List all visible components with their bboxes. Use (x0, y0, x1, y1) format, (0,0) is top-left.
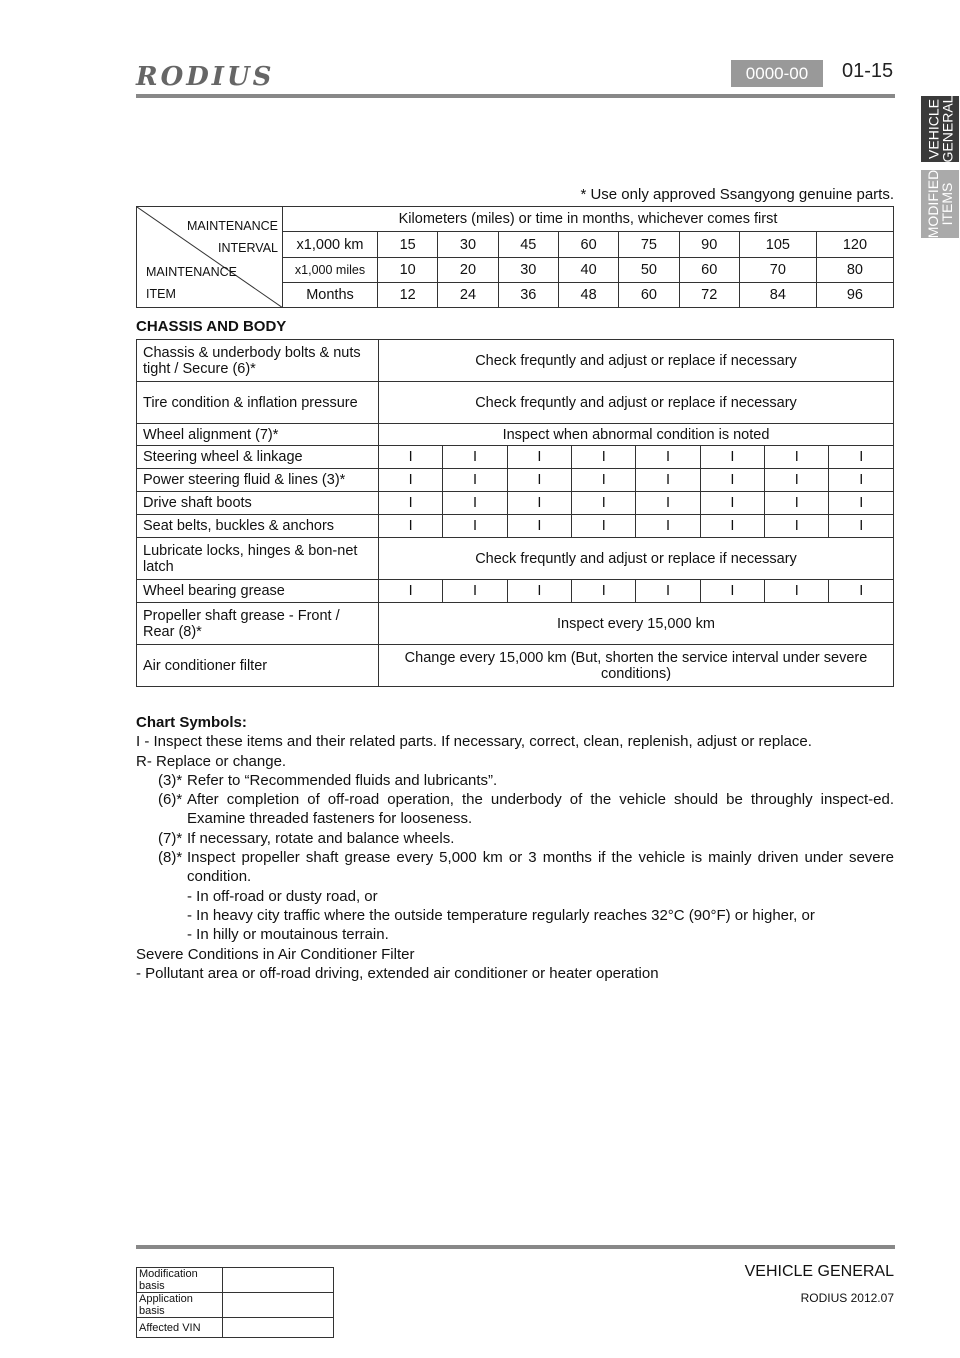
symbol-cell: I (700, 446, 764, 469)
table-row (137, 446, 894, 469)
symbol-cell: I (765, 492, 829, 515)
footer-section-title: VEHICLE GENERAL (744, 1263, 894, 1280)
symbol-cell: I (829, 515, 894, 538)
symbol-cell: I (829, 492, 894, 515)
symbol-cell: I (700, 469, 764, 492)
note-key: (7)* (158, 829, 183, 847)
symbol-cell: I (379, 515, 443, 538)
footer-edition: RODIUS 2012.07 (800, 1291, 894, 1305)
symbol-cell: I (379, 580, 443, 603)
mod-label: Affected VIN (137, 1318, 223, 1338)
interval-value: 70 (739, 258, 816, 283)
interval-value: 36 (498, 283, 558, 308)
item-instruction: Check frequntly and adjust or replace if necessary (379, 538, 894, 580)
symbol-i-line: I - Inspect these items and their related parts. If necessary, correct, clean, replenish, adjust or replace. (136, 733, 812, 751)
interval-value: 15 (378, 232, 438, 258)
section-title: CHASSIS AND BODY (136, 318, 287, 335)
interval-value: 45 (498, 232, 558, 258)
condition-line: - In off-road or dusty road, or (187, 887, 378, 905)
symbol-cell: I (700, 580, 764, 603)
note-key: (8)* (158, 849, 183, 867)
interval-value: 105 (739, 232, 816, 258)
interval-title: Kilometers (miles) or time in months, whichever comes first (283, 207, 894, 232)
chassis-body-table (136, 339, 894, 687)
symbol-cell: I (636, 469, 700, 492)
interval-value: 72 (679, 283, 739, 308)
table-row (137, 492, 894, 515)
table-row (137, 340, 894, 382)
item-instruction: Inspect every 15,000 km (379, 603, 894, 645)
item-name: Drive shaft boots (137, 492, 379, 515)
mod-value (223, 1293, 334, 1318)
mod-value (223, 1268, 334, 1293)
symbol-cell: I (765, 515, 829, 538)
table-row (137, 603, 894, 645)
symbol-cell: I (572, 446, 636, 469)
symbol-cell: I (636, 492, 700, 515)
item-name: Power steering fluid & lines (3)* (137, 469, 379, 492)
section-code-badge: 0000-00 (731, 60, 823, 87)
symbol-cell: I (636, 446, 700, 469)
symbol-cell: I (572, 515, 636, 538)
note-text: Refer to “Recommended fluids and lubricants”. (187, 771, 498, 789)
interval-value: 60 (619, 283, 679, 308)
symbol-cell: I (507, 446, 571, 469)
symbol-r-line: R- Replace or change. (136, 752, 287, 770)
symbol-cell: I (572, 492, 636, 515)
symbol-cell: I (443, 515, 507, 538)
table-row (137, 645, 894, 687)
symbol-cell: I (379, 492, 443, 515)
modification-table (136, 1267, 334, 1338)
condition-line: - In hilly or moutainous terrain. (187, 926, 389, 944)
table-row (137, 515, 894, 538)
symbol-cell: I (572, 469, 636, 492)
symbol-cell: I (765, 469, 829, 492)
rodius-logo: RODIUS (136, 62, 275, 92)
mod-value (223, 1318, 334, 1338)
footer-rule (136, 1245, 895, 1249)
symbol-cell: I (636, 515, 700, 538)
table-row (137, 1293, 334, 1318)
symbol-cell: I (829, 446, 894, 469)
condition-line: - In heavy city traffic where the outside temperature regularly reaches 32°C (90°F) or higher, or (187, 906, 815, 924)
mod-label: Application basis (137, 1293, 223, 1318)
symbol-cell: I (700, 515, 764, 538)
symbol-cell: I (829, 580, 894, 603)
symbol-cell: I (507, 492, 571, 515)
note-key: (3)* (158, 771, 183, 789)
interval-table (136, 206, 894, 308)
table-row (137, 1268, 334, 1293)
row-label-months: Months (283, 283, 378, 308)
item-name: Steering wheel & linkage (137, 446, 379, 469)
note-text: Inspect propeller shaft grease every 5,000 km or 3 months if the vehicle is mainly driven under severe condition. (187, 849, 894, 886)
interval-value: 10 (378, 258, 438, 283)
table-row (137, 538, 894, 580)
interval-value: 20 (438, 258, 498, 283)
corner-maintenance-bottom: MAINTENANCE (146, 265, 237, 279)
note-text: After completion of off-road operation, the underbody of the vehicle should be throughly inspect-ed. Examine threaded fasteners for looseness. (187, 791, 894, 828)
interval-value: 30 (498, 258, 558, 283)
page-number: 01-15 (842, 60, 894, 82)
interval-value: 90 (679, 232, 739, 258)
item-name: Lubricate locks, hinges & bon-net latch (137, 538, 379, 580)
interval-value: 96 (816, 283, 893, 308)
symbol-cell: I (765, 446, 829, 469)
symbol-cell: I (507, 469, 571, 492)
item-name: Wheel alignment (7)* (137, 424, 379, 446)
chart-symbols-notes (136, 713, 894, 983)
symbol-cell: I (507, 515, 571, 538)
tab-modified-items[interactable] (921, 170, 959, 238)
interval-value: 84 (739, 283, 816, 308)
item-name: Chassis & underbody bolts & nuts tight / Secure (6)* (137, 340, 379, 382)
corner-item: ITEM (146, 287, 176, 301)
note-item (136, 790, 894, 829)
note-item (136, 771, 894, 790)
interval-value: 40 (558, 258, 618, 283)
interval-value: 50 (619, 258, 679, 283)
severe-conditions-line: - Pollutant area or off-road driving, extended air conditioner or heater operation (136, 964, 659, 982)
symbol-cell: I (765, 580, 829, 603)
chart-symbols-title: Chart Symbols: (136, 714, 247, 731)
symbol-cell: I (829, 469, 894, 492)
symbol-cell: I (443, 492, 507, 515)
tab-modified-items-label: MODIFIED ITEMS (925, 169, 956, 239)
item-instruction: Change every 15,000 km (But, shorten the service interval under severe conditions) (379, 645, 894, 687)
interval-value: 60 (679, 258, 739, 283)
symbol-cell: I (700, 492, 764, 515)
symbol-cell: I (443, 446, 507, 469)
symbol-cell: I (507, 580, 571, 603)
corner-maintenance-top: MAINTENANCE (187, 219, 278, 233)
item-name: Seat belts, buckles & anchors (137, 515, 379, 538)
item-name: Propeller shaft grease - Front / Rear (8)* (137, 603, 379, 645)
tab-vehicle-general[interactable] (921, 96, 959, 162)
symbol-cell: I (572, 580, 636, 603)
interval-value: 12 (378, 283, 438, 308)
symbol-cell: I (636, 580, 700, 603)
interval-value: 48 (558, 283, 618, 308)
mod-label: Modification basis (137, 1268, 223, 1293)
row-label-miles: x1,000 miles (283, 258, 378, 283)
table-row (137, 382, 894, 424)
corner-interval: INTERVAL (218, 241, 278, 255)
interval-value: 24 (438, 283, 498, 308)
tab-vehicle-general-label: VEHICLE GENERAL (925, 95, 956, 163)
symbol-cell: I (443, 580, 507, 603)
note-item (136, 829, 894, 848)
interval-value: 30 (438, 232, 498, 258)
item-instruction: Check frequntly and adjust or replace if necessary (379, 340, 894, 382)
item-name: Tire condition & inflation pressure (137, 382, 379, 424)
row-label-km: x1,000 km (283, 232, 378, 258)
note-item (136, 848, 894, 887)
item-instruction: Inspect when abnormal condition is noted (379, 424, 894, 446)
interval-value: 75 (619, 232, 679, 258)
item-name: Air conditioner filter (137, 645, 379, 687)
note-key: (6)* (158, 791, 183, 809)
table-row (137, 1318, 334, 1338)
interval-value: 60 (558, 232, 618, 258)
table-row (137, 580, 894, 603)
symbol-cell: I (379, 469, 443, 492)
genuine-parts-note: * Use only approved Ssangyong genuine parts. (580, 186, 894, 203)
item-instruction: Check frequntly and adjust or replace if necessary (379, 382, 894, 424)
interval-corner-cell (137, 207, 283, 308)
table-row (137, 424, 894, 446)
note-text: If necessary, rotate and balance wheels. (187, 829, 455, 847)
severe-conditions-title: Severe Conditions in Air Conditioner Filter (136, 945, 415, 963)
symbol-cell: I (379, 446, 443, 469)
table-row (137, 469, 894, 492)
item-name: Wheel bearing grease (137, 580, 379, 603)
interval-value: 80 (816, 258, 893, 283)
interval-value: 120 (816, 232, 893, 258)
symbol-cell: I (443, 469, 507, 492)
header-rule (136, 94, 895, 98)
